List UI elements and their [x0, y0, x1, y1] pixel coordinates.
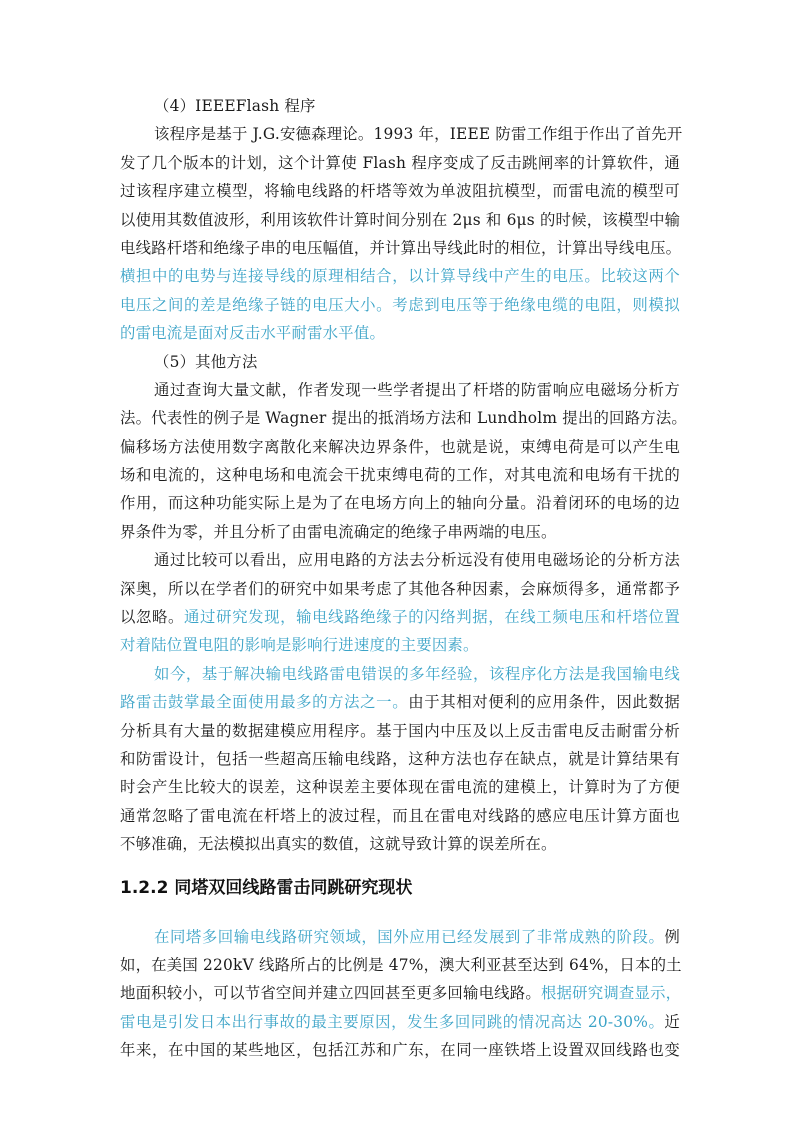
- highlighted-text-line: 横担中的电势与连接导线的原理相结合，以计算导线中产生的电压。比较这两个: [120, 267, 680, 286]
- mixed-text-line: 以忽略。通过研究发现，输电线路绝缘子的闪络判据，在线工频电压和杆塔位置: [120, 608, 680, 627]
- text-line: 发了几个版本的计划，这个计算使 Flash 程序变成了反击跳闸率的计算软件，通: [120, 153, 680, 172]
- document-page: [120, 92, 688, 1065]
- highlighted-span: 在同塔多回输电线路研究领域，国外应用已经发展到了非常成熟的阶段。: [154, 927, 665, 946]
- highlighted-text-line: 如今，基于解决输电线路雷电错误的多年经验，该程序化方法是我国输电线: [154, 664, 680, 683]
- paragraph-other-1: [120, 376, 688, 546]
- text-line: 作用，而这种功能实际上是为了在电场方向上的轴向分量。沿着闭环的电场的边: [120, 494, 680, 513]
- mixed-text-line: 雷电是引发日本出行事故的最主要原因，发生多回同跳的情况高达 20-30%。近: [120, 1012, 680, 1031]
- highlighted-text-line: 的雷电流是面对反击水平耐雷水平值。: [120, 324, 386, 343]
- text-line: 通常忽略了雷电流在杆塔上的波过程，而且在雷电对线路的感应电压计算方面也: [120, 806, 680, 825]
- text-line: 场和电流的，这种电场和电流会干扰束缚电荷的工作，对其电流和电场有干扰的: [120, 466, 680, 485]
- highlighted-span: 根据研究调查显示，: [540, 984, 682, 1003]
- text-line: 过该程序建立模型，将输电线路的杆塔等效为单波阻抗模型，而雷电流的模型可: [120, 182, 680, 201]
- mixed-text-line: 路雷击鼓掌最全面使用最多的方法之一。由于其相对便利的应用条件，因此数据: [120, 693, 680, 712]
- text-line: 和防雷设计，包括一些超高压输电线路，这种方法也存在缺点，就是计算结果有: [120, 749, 680, 768]
- highlighted-span: 通过研究发现，输电线路绝缘子的闪络判据，在线工频电压和杆塔位置: [184, 608, 680, 627]
- highlighted-span: 雷电是引发日本出行事故的最主要原因，发生多回同跳的情况高达 20-30%。: [120, 1012, 665, 1031]
- highlighted-span: 路雷击鼓掌最全面使用最多的方法之一。: [120, 693, 409, 712]
- text-line: 该程序是基于 J.G.安德森理论。1993 年，IEEE 防雷工作组于作出了首先开: [154, 125, 683, 144]
- text-line: 深奥，所以在学者们的研究中如果考虑了其他各种因素，会麻烦得多，通常都予: [120, 579, 680, 598]
- text-line: 不够准确，无法模拟出真实的数值，这就导致计算的误差所在。: [120, 835, 557, 854]
- text-line: 法。代表性的例子是 Wagner 提出的抵消场方法和 Lundholm 提出的回路方法。: [120, 409, 688, 428]
- text-line: 电线路杆塔和绝缘子串的电压幅值，并计算出导线此时的相位，计算出导线电压。: [120, 238, 682, 257]
- text-line: 如，在美国 220kV 线路所占的比例是 47%，澳大利亚甚至达到 64%，日本的土: [120, 955, 682, 974]
- section-heading-1-2-2: 1.2.2 同塔双回线路雷击同跳研究现状: [120, 877, 413, 898]
- text-line: 分析具有大量的数据建模应用程序。基于国内中压及以上反击雷电反击耐雷分析: [120, 721, 680, 740]
- subsection-title-other: （5）其他方法: [154, 352, 258, 371]
- mixed-text-line: 在同塔多回输电线路研究领域，国外应用已经发展到了非常成熟的阶段。例: [154, 927, 680, 946]
- mixed-text-line: 地面积较小，可以节省空间并建立四回甚至更多回输电线路。根据研究调查显示，: [120, 984, 682, 1003]
- paragraph-flash: [120, 120, 683, 347]
- text-line: 通过查询大量文献，作者发现一些学者提出了杆塔的防雷响应电磁场分析方: [154, 380, 680, 399]
- highlighted-text-line: 对着陆位置电阻的影响是影响行进速度的主要因素。: [120, 636, 479, 655]
- text-line: 偏移场方法使用数字离散化来解决边界条件，也就是说，束缚电荷是可以产生电: [120, 437, 680, 456]
- text-line: 时会产生比较大的误差，这种误差主要体现在雷电流的建模上，计算时为了方便: [120, 778, 680, 797]
- paragraph-section-1-2-2: [120, 923, 680, 1065]
- text-line: 界条件为零，并且分析了由雷电流确定的绝缘子串两端的电压。: [120, 522, 557, 541]
- text-line: 年来，在中国的某些地区，包括江苏和广东，在同一座铁塔上设置双回线路也变: [120, 1041, 680, 1060]
- subsection-title-flash: （4）IEEEFlash 程序: [154, 97, 316, 115]
- highlighted-text-line: 电压之间的差是绝缘子链的电压大小。考虑到电压等于绝缘电缆的电阻，则模拟: [120, 295, 680, 314]
- text-line: 以使用其数值波形，利用该软件计算时间分别在 2μs 和 6μs 的时候，该模型中输: [120, 210, 681, 229]
- paragraph-other-2: [120, 546, 680, 660]
- text-line: 通过比较可以看出，应用电路的方法去分析远没有使用电磁场论的分析方法: [154, 551, 680, 570]
- paragraph-other-3: [120, 660, 680, 859]
